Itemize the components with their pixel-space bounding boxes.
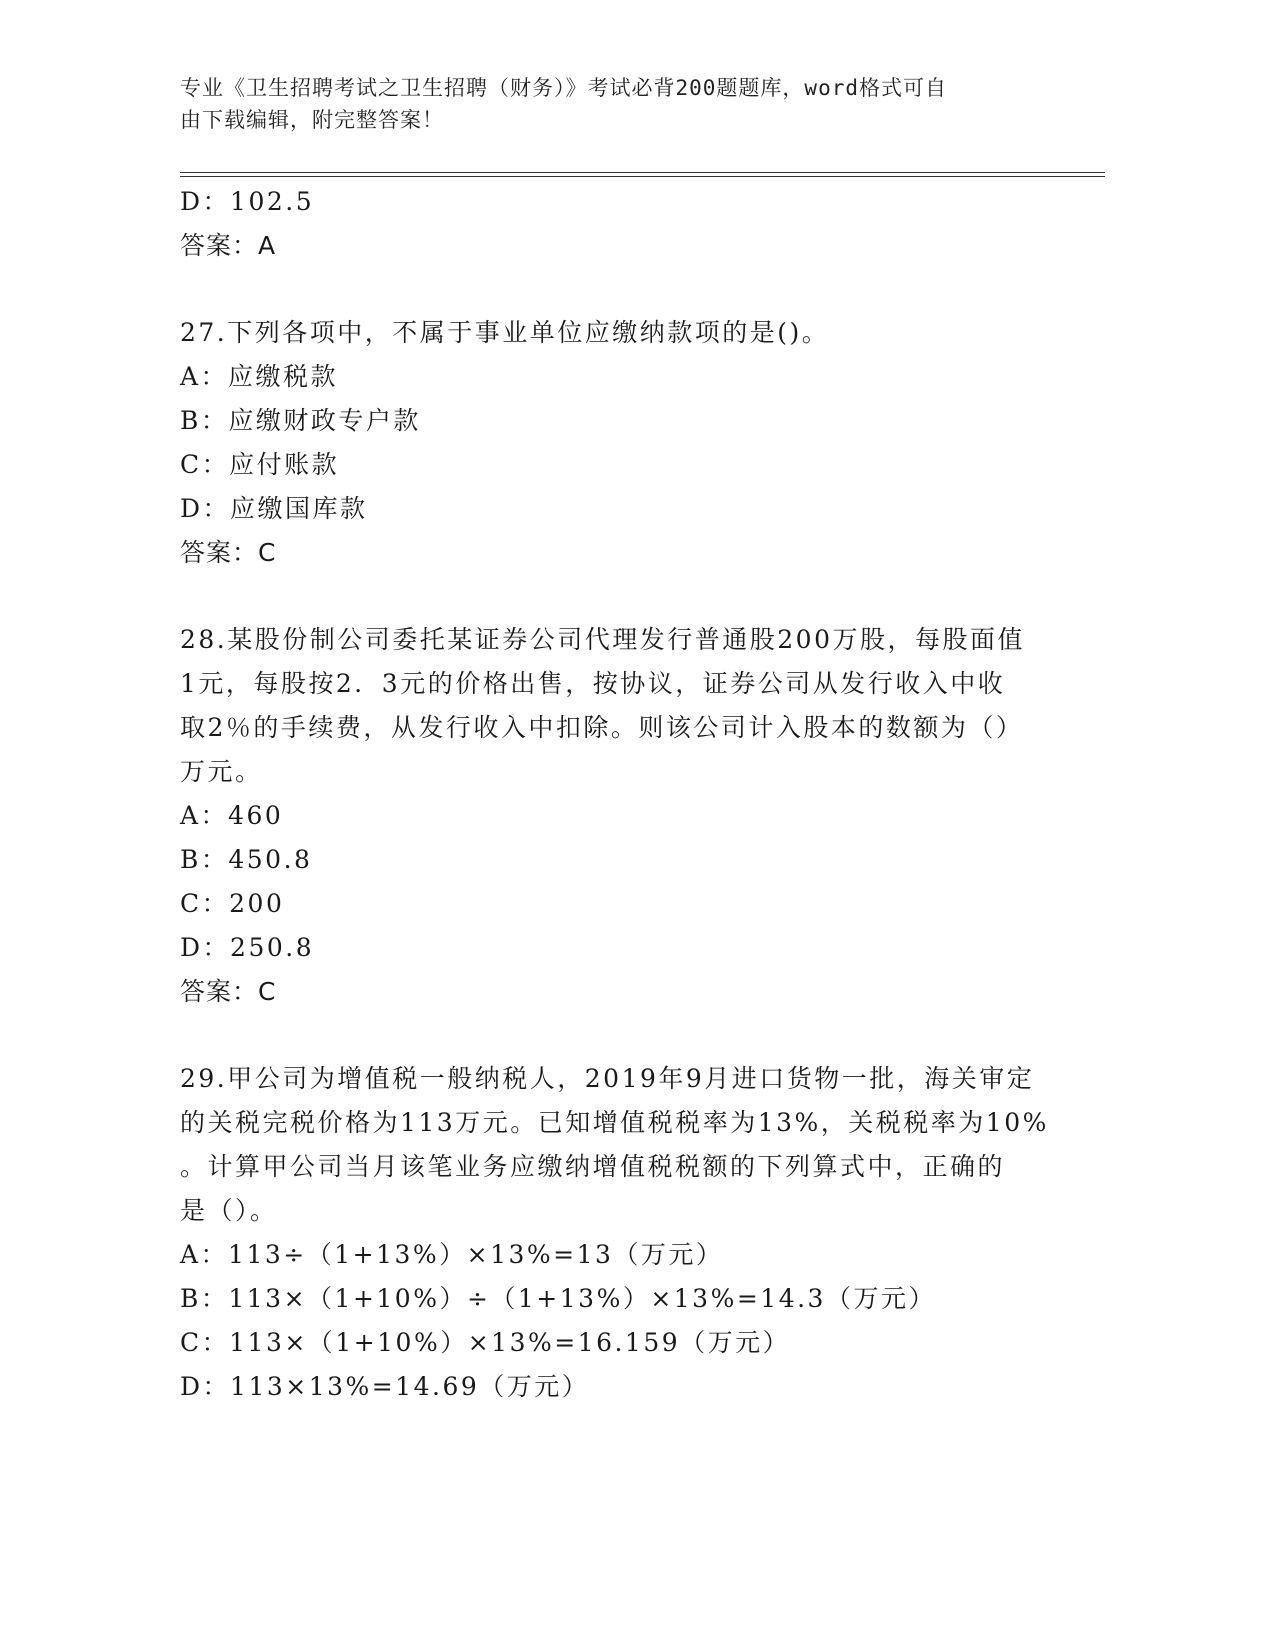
q28-option-a: A：460 — [180, 801, 284, 830]
header-line-2: 由下载编辑，附完整答案！ — [180, 108, 444, 132]
question-content — [180, 180, 1050, 1409]
q28-stem-line-2: 1元，每股按2．3元的价格出售，按协议，证券公司从发行收入中收 — [180, 669, 1006, 698]
q29-stem-line-2: 的关税完税价格为113万元。已知增值税税率为13%，关税税率为10% — [180, 1108, 1049, 1137]
spacer — [180, 268, 1050, 311]
spacer — [180, 575, 1050, 618]
prev-option-d: D：102.5 — [180, 187, 315, 216]
q27-option-a: A：应缴税款 — [180, 362, 339, 391]
q28-option-c: C：200 — [180, 889, 285, 918]
spacer — [180, 1014, 1050, 1057]
q28-option-d: D：250.8 — [180, 933, 315, 962]
q29-stem-line-3: 。计算甲公司当月该笔业务应缴纳增值税税额的下列算式中，正确的 — [180, 1152, 1006, 1181]
q28-answer: 答案：C — [180, 977, 277, 1006]
q27-option-c: C：应付账款 — [180, 450, 340, 479]
header-line-1: 专业《卫生招聘考试之卫生招聘（财务）》考试必背200题题库，word格式可自 — [180, 76, 947, 100]
q28-option-b: B：450.8 — [180, 845, 313, 874]
q28-stem-line-3: 取2％的手续费，从发行收入中扣除。则该公司计入股本的数额为（） — [180, 713, 1024, 742]
q28-stem-line-4: 万元。 — [180, 757, 263, 786]
prev-answer: 答案：A — [180, 231, 277, 260]
q29-option-d: D：113×13%=14.69（万元） — [180, 1372, 590, 1401]
q27-stem: 27.下列各项中，不属于事业单位应缴纳款项的是()。 — [180, 318, 830, 347]
q27-option-d: D：应缴国库款 — [180, 494, 368, 523]
q28-stem-line-1: 28.某股份制公司委托某证券公司代理发行普通股200万股，每股面值 — [180, 625, 1025, 654]
q29-option-c: C：113×（1+10%）×13%=16.159（万元） — [180, 1328, 791, 1357]
document-header — [180, 72, 1040, 136]
q27-answer: 答案：C — [180, 538, 277, 567]
q27-option-b: B：应缴财政专户款 — [180, 406, 421, 435]
q29-stem-line-4: 是（）。 — [180, 1196, 278, 1225]
header-divider — [180, 172, 1105, 177]
q29-option-a: A：113÷（1+13%）×13%=13（万元） — [180, 1240, 724, 1269]
q29-stem-line-1: 29.甲公司为增值税一般纳税人，2019年9月进口货物一批，海关审定 — [180, 1064, 1035, 1093]
q29-option-b: B：113×（1+10%）÷（1+13%）×13%=14.3（万元） — [180, 1284, 936, 1313]
